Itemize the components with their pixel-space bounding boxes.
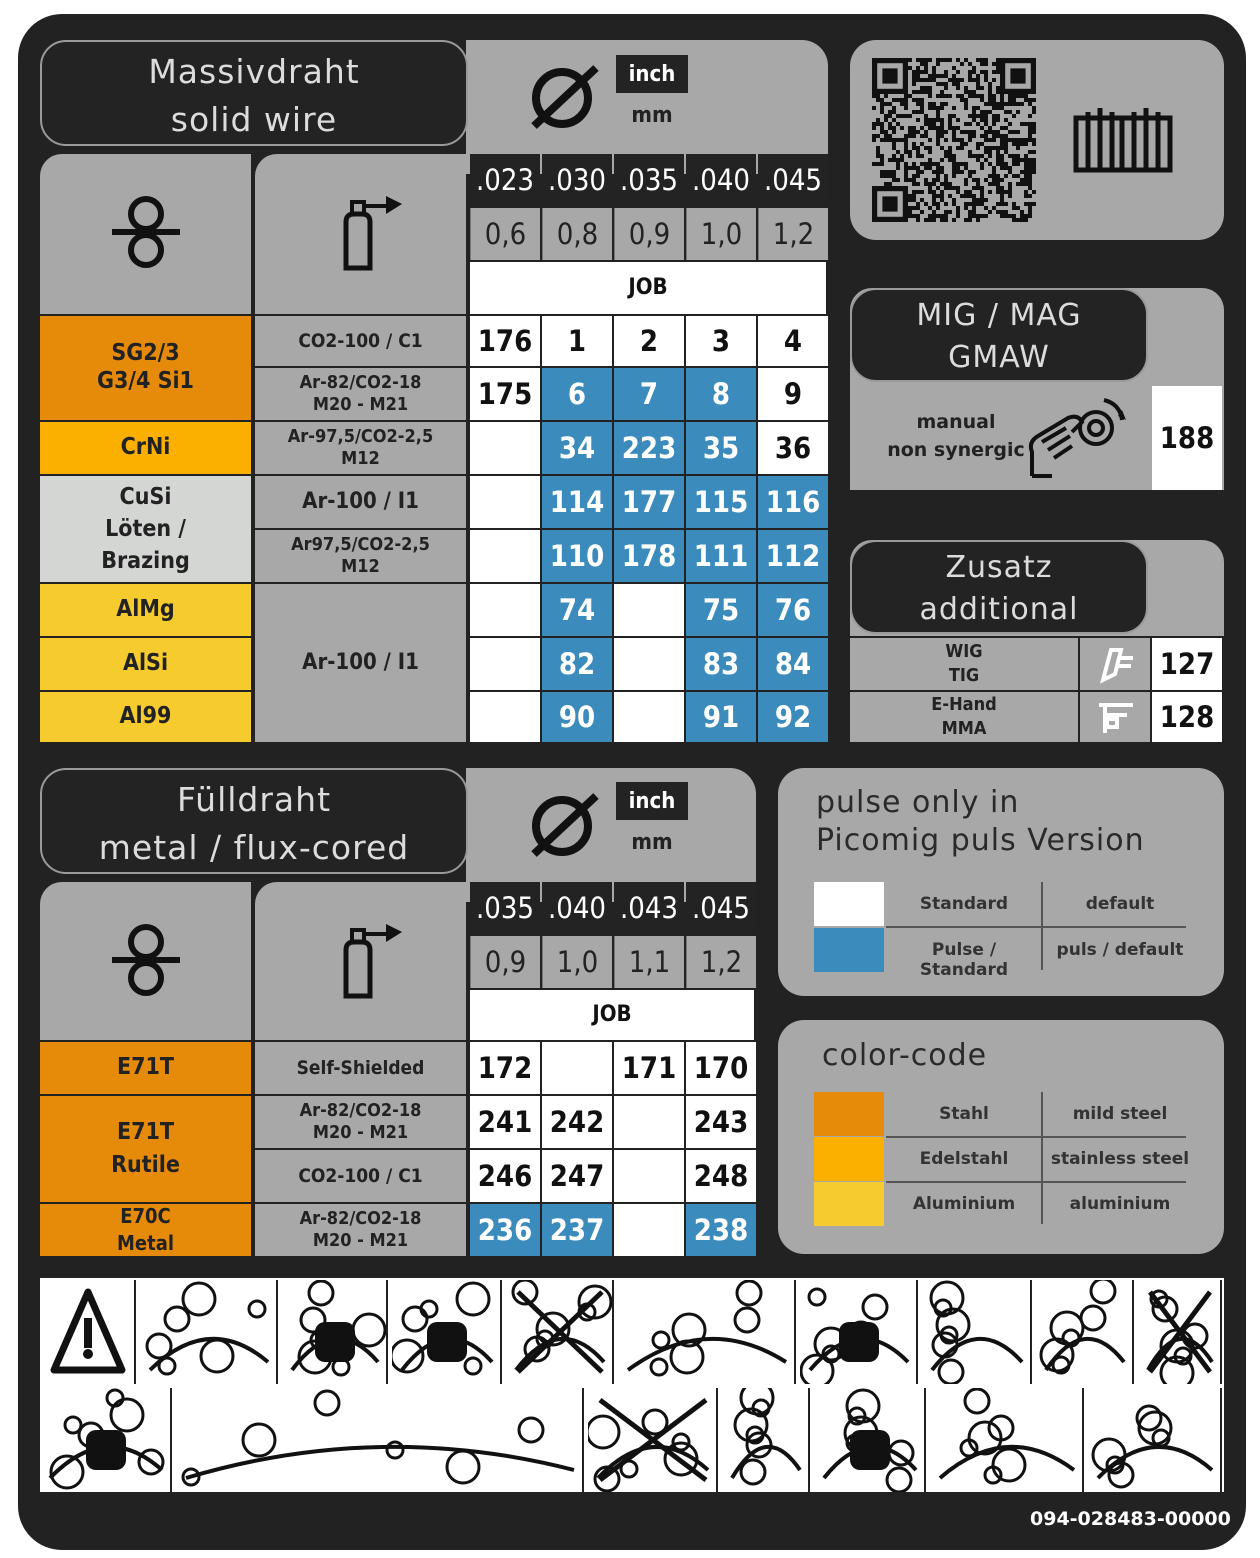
- inch-size-label: .035: [470, 882, 540, 934]
- flux-gas-ar82-line2: M20 - M21: [312, 1122, 409, 1143]
- mig-mag-title: [850, 288, 1148, 382]
- gas-self-shielded: Self-Shielded: [255, 1042, 466, 1094]
- material-rutile-line2: Rutile: [111, 1152, 180, 1178]
- job-number-cell: 83: [686, 638, 756, 690]
- manual-line1: manual: [916, 411, 996, 433]
- job-number-cell: 82: [542, 638, 612, 690]
- color-divider: [1041, 1092, 1043, 1224]
- job-number-cell: 243: [686, 1096, 756, 1148]
- job-number-cell: 75: [686, 584, 756, 636]
- additional-title-de: Zusatz: [945, 550, 1053, 585]
- tig-job-number: 127: [1152, 638, 1222, 690]
- job-number-cell: [470, 476, 540, 528]
- flux-unit-inch: inch: [616, 782, 688, 820]
- electrode-holder-icon: [1093, 697, 1137, 737]
- spark-explosion-icon: [814, 1388, 926, 1492]
- color-swatch: [814, 1137, 884, 1181]
- mm-size-label: 0,9: [470, 936, 540, 988]
- material-e70c: [40, 1204, 251, 1256]
- hand-knob-icon: [1022, 392, 1132, 482]
- solid-wire-title: [40, 40, 468, 146]
- fire-hazard-icon: [1088, 1388, 1222, 1492]
- wig-line1: WIG: [945, 640, 983, 662]
- material-cusi-line3: Brazing: [101, 548, 190, 575]
- color-en: stainless steel: [1050, 1149, 1190, 1169]
- additional-title-en: additional: [919, 592, 1079, 627]
- pulse-title-line2: Picomig puls Version: [816, 823, 1145, 858]
- job-number-cell: 34: [542, 422, 612, 474]
- flux-gas-ar82b: [255, 1204, 466, 1256]
- job-number-cell: 115: [686, 476, 756, 528]
- protective-clothing-icon: [40, 1388, 172, 1492]
- inch-size-label: .045: [758, 154, 828, 206]
- material-sg-line1: SG2/3: [111, 340, 180, 367]
- electrode-holder-cell: [1080, 692, 1150, 742]
- solid-title-de: Massivdraht: [148, 52, 360, 91]
- material-cusi-line1: CuSi: [119, 483, 172, 510]
- flux-cored-title: [40, 768, 468, 874]
- legend-swatch: [814, 928, 884, 972]
- material-e71t-rutile: [40, 1096, 251, 1202]
- job-number-cell: 74: [542, 584, 612, 636]
- job-number-cell: 2: [614, 316, 684, 366]
- job-number-cell: 237: [542, 1204, 612, 1256]
- job-number-cell: 112: [758, 530, 828, 582]
- color-swatch: [814, 1182, 884, 1226]
- mig-title-line1: MIG / MAG: [916, 298, 1082, 333]
- wire-roll-icon: [110, 920, 182, 1000]
- ehand-line2: MMA: [941, 718, 987, 739]
- color-divider: [886, 1181, 1186, 1183]
- job-number-cell: [470, 584, 540, 636]
- mm-size-label: 1,0: [542, 936, 612, 988]
- legend-de: Standard: [919, 894, 1009, 914]
- mm-size-label: 1,2: [758, 208, 828, 260]
- protective-equipment-icon: [176, 1388, 584, 1492]
- job-number-cell: 35: [686, 422, 756, 474]
- job-number-cell: 9: [758, 368, 828, 420]
- gas-ar975b-line1: Ar97,5/CO2-2,5: [291, 533, 430, 555]
- job-number-cell: [614, 1150, 684, 1202]
- job-number-cell: 175: [470, 368, 540, 420]
- job-number-cell: 178: [614, 530, 684, 582]
- legend-en: default: [1085, 894, 1155, 914]
- color-divider: [886, 1136, 1186, 1138]
- gas-ar975: [255, 422, 466, 474]
- mm-size-label: 1,1: [614, 936, 684, 988]
- ehand-line1: E-Hand: [931, 693, 997, 715]
- color-de: Stahl: [939, 1104, 989, 1124]
- job-number-cell: 90: [542, 692, 612, 742]
- mm-size-label: 1,2: [686, 936, 756, 988]
- inch-size-label: .045: [686, 882, 756, 934]
- job-number-cell: 114: [542, 476, 612, 528]
- inch-size-label: .040: [686, 154, 756, 206]
- color-de: Edelstahl: [919, 1149, 1009, 1169]
- manual-nonsynergic-text: [866, 408, 1046, 464]
- job-number-cell: 6: [542, 368, 612, 420]
- job-number-cell: 177: [614, 476, 684, 528]
- inch-size-label: .030: [542, 154, 612, 206]
- diameter-icon: [524, 788, 604, 858]
- legend-swatch: [814, 882, 884, 926]
- job-number-cell: 223: [614, 422, 684, 474]
- material-e71t: E71T: [40, 1042, 251, 1094]
- color-en: mild steel: [1072, 1104, 1168, 1124]
- job-number-cell: 92: [758, 692, 828, 742]
- manual-book-icon: [1072, 104, 1174, 174]
- flux-unit-mm: mm: [631, 829, 673, 855]
- mm-size-label: 0,6: [470, 208, 540, 260]
- qr-code-icon: [872, 58, 1036, 222]
- flux-title-en: metal / flux-cored: [98, 828, 410, 867]
- job-number-cell: 172: [470, 1042, 540, 1094]
- flux-gas-co2: CO2-100 / C1: [255, 1150, 466, 1202]
- warning-triangle-icon: [40, 1280, 136, 1384]
- gas-ar100b: Ar-100 / I1: [255, 584, 466, 742]
- mm-size-label: 0,8: [542, 208, 612, 260]
- flammable-material-icon: [930, 1388, 1084, 1492]
- job-number-cell: [470, 422, 540, 474]
- arc-radiation-icon: [618, 1280, 796, 1384]
- material-rutile-line1: E71T: [116, 1118, 175, 1145]
- material-alsi: AlSi: [40, 638, 251, 690]
- wig-tig-label: [850, 638, 1078, 690]
- flux-gas-ar82b-line1: Ar-82/CO2-18: [299, 1207, 422, 1229]
- additional-title: [850, 540, 1148, 634]
- job-number-cell: 238: [686, 1204, 756, 1256]
- gas-cylinder-icon: [338, 920, 410, 1000]
- feed-roll-pinch-icon: [282, 1280, 388, 1384]
- job-number-cell: 84: [758, 638, 828, 690]
- material-al99: Al99: [40, 692, 251, 742]
- job-number-cell: [614, 1204, 684, 1256]
- color-code-title: color-code: [822, 1038, 988, 1073]
- no-pressure-vessel-icon: [1138, 1280, 1222, 1384]
- gas-ar975b: [255, 530, 466, 582]
- job-number-cell: 3: [686, 316, 756, 366]
- electric-hazard-icon: [722, 1388, 810, 1492]
- solid-title-en: solid wire: [170, 100, 338, 139]
- inch-size-label: .023: [470, 154, 540, 206]
- job-number-cell: 116: [758, 476, 828, 528]
- gas-ar975-line2: M12: [341, 448, 380, 469]
- flux-title-de: Fülldraht: [176, 780, 332, 819]
- material-crni: CrNi: [40, 422, 251, 474]
- no-gloves-contact-icon: [588, 1388, 718, 1492]
- solid-job-label: JOB: [470, 262, 826, 314]
- flux-gas-ar82b-line2: M20 - M21: [312, 1230, 409, 1251]
- job-number-cell: [470, 692, 540, 742]
- job-number-cell: 248: [686, 1150, 756, 1202]
- job-number-cell: 36: [758, 422, 828, 474]
- manual-job-number: 188: [1152, 386, 1222, 490]
- diameter-icon: [524, 60, 604, 130]
- job-number-cell: [470, 638, 540, 690]
- job-number-cell: 110: [542, 530, 612, 582]
- electric-shock-icon: [922, 1280, 1032, 1384]
- mm-size-label: 1,0: [686, 208, 756, 260]
- mm-size-label: 0,9: [614, 208, 684, 260]
- no-arc-without-mask-icon: [506, 1280, 614, 1384]
- job-number-cell: [470, 530, 540, 582]
- mig-title-line2: GMAW: [948, 340, 1050, 375]
- job-number-cell: 171: [614, 1042, 684, 1094]
- job-number-cell: 1: [542, 316, 612, 366]
- gas-ar82-line2: M20 - M21: [312, 394, 409, 415]
- color-de: Aluminium: [912, 1194, 1016, 1214]
- job-number-cell: 247: [542, 1150, 612, 1202]
- gas-ar975b-line2: M12: [341, 556, 380, 577]
- job-number-cell: 8: [686, 368, 756, 420]
- wig-line2: TIG: [948, 665, 980, 686]
- legend-de: Pulse / Standard: [919, 940, 1009, 980]
- pulse-legend-title: [816, 784, 1145, 860]
- manual-line2: non synergic: [887, 439, 1025, 461]
- pulse-title-line1: pulse only in: [816, 785, 1020, 820]
- job-number-cell: 246: [470, 1150, 540, 1202]
- material-almg: AlMg: [40, 584, 251, 636]
- part-number: 094-028483-00000: [1030, 1508, 1231, 1530]
- job-number-cell: 91: [686, 692, 756, 742]
- gas-ar82: [255, 368, 466, 420]
- welding-fumes-icon: [392, 1280, 502, 1384]
- gas-co2: CO2-100 / C1: [255, 316, 466, 366]
- job-number-cell: 236: [470, 1204, 540, 1256]
- tig-torch-cell: [1080, 638, 1150, 690]
- material-cusi: [40, 476, 251, 582]
- job-number-cell: [614, 692, 684, 742]
- job-number-cell: 4: [758, 316, 828, 366]
- flux-job-label: JOB: [470, 990, 754, 1040]
- tig-torch-icon: [1093, 644, 1137, 684]
- job-number-cell: 7: [614, 368, 684, 420]
- job-number-cell: 111: [686, 530, 756, 582]
- job-number-cell: 242: [542, 1096, 612, 1148]
- flux-gas-ar82: [255, 1096, 466, 1148]
- job-number-cell: 76: [758, 584, 828, 636]
- legend-divider: [886, 926, 1186, 928]
- material-sg: [40, 316, 251, 420]
- material-cusi-line2: Löten /: [105, 515, 186, 542]
- material-e70c-line1: E70C: [120, 1204, 171, 1228]
- ehand-mma-label: [850, 692, 1078, 742]
- job-number-cell: 176: [470, 316, 540, 366]
- color-en: aluminium: [1069, 1194, 1171, 1214]
- gas-ar100a: Ar-100 / I1: [255, 476, 466, 528]
- job-number-cell: [614, 1096, 684, 1148]
- flux-gas-ar82-line1: Ar-82/CO2-18: [299, 1099, 422, 1121]
- gas-cylinder-fire-icon: [1036, 1280, 1134, 1384]
- gas-ar82-line1: Ar-82/CO2-18: [299, 371, 422, 393]
- legend-en: puls / default: [1056, 940, 1184, 960]
- job-number-cell: 241: [470, 1096, 540, 1148]
- gas-ar975-line1: Ar-97,5/CO2-2,5: [287, 425, 434, 447]
- solid-unit-inch: inch: [616, 55, 688, 93]
- job-number-cell: [614, 638, 684, 690]
- gas-cylinder-icon: [338, 192, 410, 272]
- job-number-cell: 170: [686, 1042, 756, 1094]
- inch-size-label: .035: [614, 154, 684, 206]
- inch-size-label: .043: [614, 882, 684, 934]
- color-swatch: [814, 1092, 884, 1136]
- eye-protection-icon: [800, 1280, 918, 1384]
- material-e70c-line2: Metal: [116, 1231, 175, 1255]
- solid-unit-mm: mm: [631, 102, 673, 128]
- job-number-cell: [614, 584, 684, 636]
- material-sg-line2: G3/4 Si1: [97, 368, 194, 394]
- job-number-cell: [542, 1042, 612, 1094]
- inch-size-label: .040: [542, 882, 612, 934]
- mma-job-number: 128: [1152, 692, 1222, 742]
- fumes-hazard-icon: [140, 1280, 278, 1384]
- wire-roll-icon: [110, 192, 182, 272]
